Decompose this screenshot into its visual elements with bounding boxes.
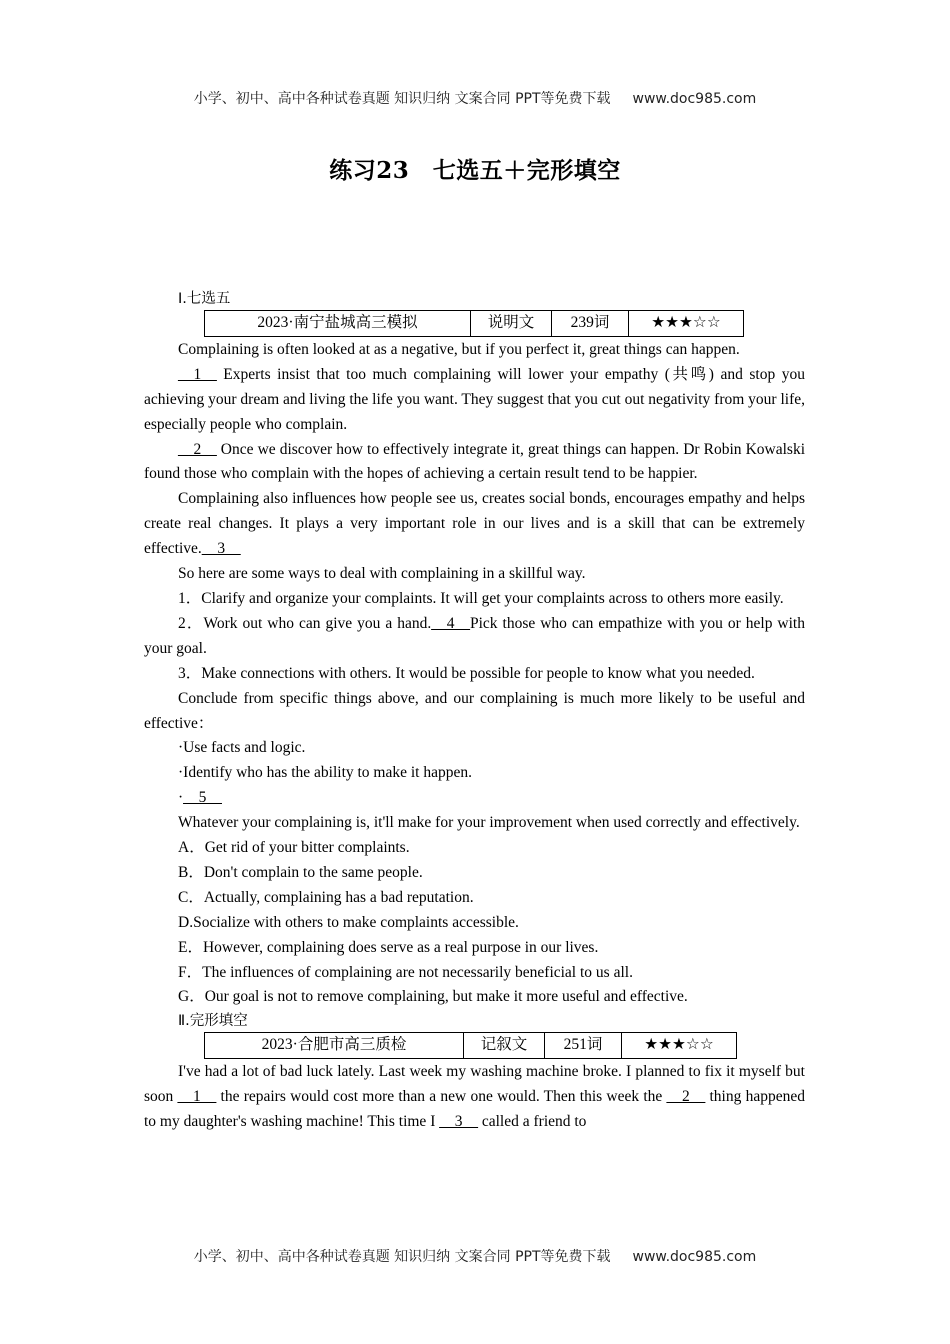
option-c: C．Actually, complaining has a bad reputation. [178,888,474,906]
option-d: D.Socialize with others to make complaints accessible. [178,913,519,931]
paragraph: Whatever your complaining is, it'll make for your improvement when used correctly and effectively. [178,814,800,832]
list-item: 1．Clarify and organize your complaints. It will get your complaints across to others more easily. [178,589,784,607]
paragraph: Complaining is often looked at as a negative, but if you perfect it, great things can happen. [178,340,740,358]
footer-url: www.doc985.com [632,1249,757,1265]
option-g: G．Our goal is not to remove complaining, but make it more useful and effective. [178,988,688,1006]
answer-blank: __4__ [431,614,470,632]
paragraph: __2__ Once we discover how to effectively integrate it, great things can happen. Dr Robin Kowalski found those who complain with the hopes of achieving a certain result tend to be happier. [144,440,805,483]
paragraph: __1__ Experts insist that too much complaining will lower your empathy (共鸣) and stop you achieving your dream and living the life you want. They suggest that you cut out negativity from your life, especially people who complain. [144,365,805,433]
info-genre: 记叙文 [464,1033,545,1059]
answer-blank: __2__ [666,1088,706,1106]
answer-blank: __3__ [439,1113,478,1131]
option-a: A．Get rid of your bitter complaints. [178,839,410,857]
info-source: 2023·合肥市高三质检 [205,1033,464,1059]
info-source: 2023·南宁盐城高三模拟 [205,311,471,337]
bullet-item: ·Use facts and logic. [178,739,306,757]
bullet-item: ·__5__ [178,789,222,807]
page-footer [0,1246,950,1266]
answer-blank: __3__ [201,540,241,558]
answer-blank: __5__ [183,789,222,807]
section-1-label: Ⅰ.七选五 [178,291,231,307]
paragraph: Complaining also influences how people see us, creates social bonds, encourages empathy and helps create real changes. It plays a very important role in our lives and is a skill that can be extremely effective.__3__ [144,490,805,558]
document-body [144,288,805,1135]
header-text: 小学、初中、高中各种试卷真题 知识归纳 文案合同 PPT等免费下载 [193,91,611,107]
answer-blank: __2__ [178,440,217,458]
footer-text: 小学、初中、高中各种试卷真题 知识归纳 文案合同 PPT等免费下载 [193,1249,611,1265]
section-1-info-table [204,310,744,337]
section-2-label: Ⅱ.完形填空 [178,1013,248,1030]
paragraph: So here are some ways to deal with complaining in a skillful way. [178,565,586,583]
answer-blank: __1__ [177,1088,217,1106]
paragraph: Conclude from specific things above, and our complaining is much more likely to be useful and effective： [144,689,805,732]
option-f: F．The influences of complaining are not necessarily beneficial to us all. [178,963,633,981]
option-e: E．However, complaining does serve as a real purpose in our lives. [178,938,599,956]
page-header [0,88,950,108]
info-difficulty-stars: ★★★☆☆ [622,1033,737,1059]
info-genre: 说明文 [471,311,552,337]
section-2-info-table [204,1032,737,1059]
header-url: www.doc985.com [632,91,757,107]
list-item: 3．Make connections with others. It would be possible for people to know what you needed. [178,664,755,682]
bullet-item: ·Identify who has the ability to make it happen. [178,764,472,782]
info-difficulty-stars: ★★★☆☆ [629,311,744,337]
list-item: 2．Work out who can give you a hand.__4__Pick those who can empathize with you or help with your goal. [144,614,805,657]
info-word-count: 251词 [545,1033,622,1059]
page-title: 练习23 七选五＋完形填空 [329,157,621,184]
info-word-count: 239词 [552,311,629,337]
answer-blank: __1__ [178,365,217,383]
option-b: B．Don't complain to the same people. [178,863,423,881]
paragraph: I've had a lot of bad luck lately. Last week my washing machine broke. I planned to fix it myself but soon __1__ the repairs would cost more than a new one would. Then this week the __2__ thing happened to my daughter's washing machine! This time I __3__ called a friend to [144,1063,805,1131]
